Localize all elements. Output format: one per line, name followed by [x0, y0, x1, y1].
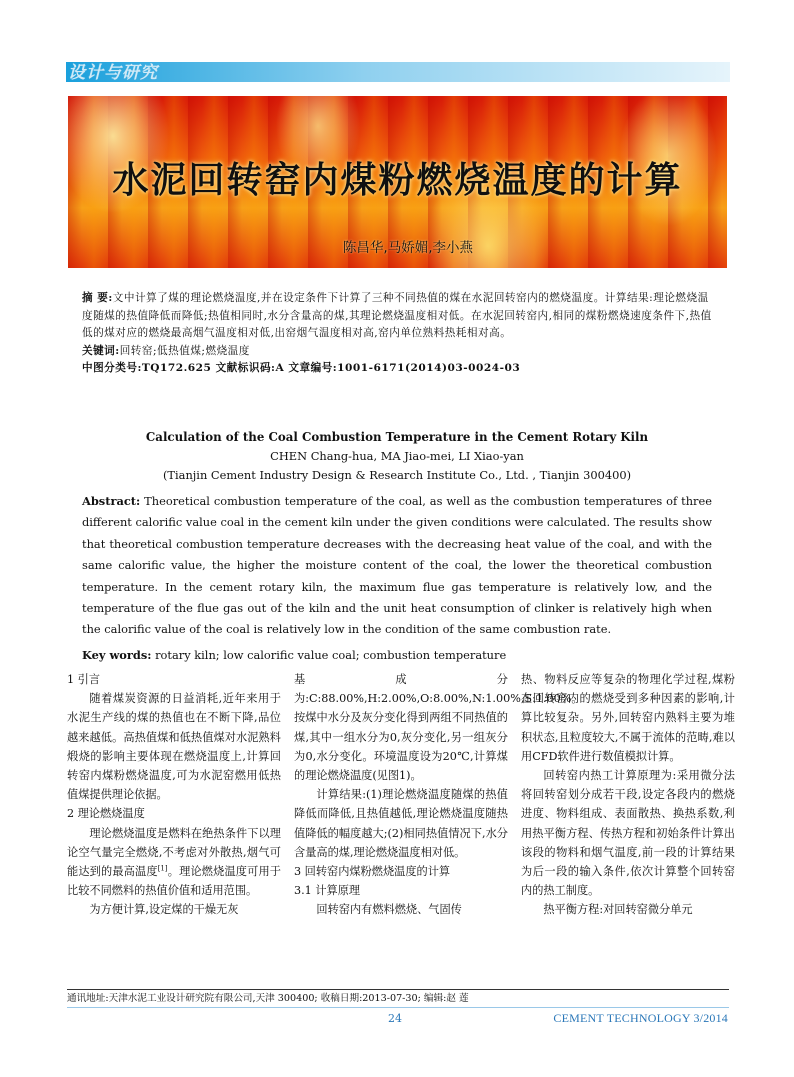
section-header-bar [66, 62, 730, 82]
chinese-abstract [82, 290, 718, 378]
cn-abstract-text: 文中计算了煤的理论燃烧温度,并在设定条件下计算了三种不同热值的煤在水泥回转窑内的燃烧温度。计算结果:理论燃烧温度随煤的热值降低而降低;热值相同时,水分含量高的煤,其理论燃烧温度相对低。在水泥回转窑内,相同的煤粉燃烧速度条件下,热值低的煤对应的燃烧最高烟气温度相对低,出窑烟气温度相对高,窑内单位熟料热耗相对高。 [82, 292, 712, 339]
cn-keywords: 回转窑;低热值煤;燃烧温度 [119, 344, 250, 357]
cn-abstract-label: 摘 要: [82, 292, 113, 304]
section-label: 设计与研究 [68, 63, 158, 83]
footer-divider [67, 1007, 729, 1008]
heading-calculation-principle: 3.1 计算原理 [294, 884, 361, 898]
cn-keywords-label: 关键词: [82, 344, 120, 357]
en-authors: CHEN Chang-hua, MA Jiao-mei, LI Xiao-yan [270, 449, 524, 463]
paragraph: 随着煤炭资源的日益消耗,近年来用于水泥生产线的煤的热值也在不断下降,品位越来越低。高热值煤和低热值煤对水泥熟料煅烧的影响主要体现在燃烧温度上,计算回转窑内煤粉燃烧温度,可为水泥窑燃用低热值煤提供理论依据。 [67, 692, 281, 802]
article-authors: 陈昌华,马娇媚,李小燕 [342, 240, 473, 256]
paragraph-text: 理论燃烧温度是燃料在绝热条件下以理论空气量完全燃烧,不考虑对外散热,烟气可能达到的最高温度 [67, 826, 281, 879]
reference-marker[interactable]: [1] [157, 864, 168, 873]
footnote-divider [67, 989, 729, 990]
paragraph: 回转窑内热工计算原理为:采用微分法将回转窑划分成若干段,设定各段内的燃烧进度、物料组成、表面散热、换热系数,利用热平衡方程、传热方程和初始条件计算出该段的物料和烟气温度,前一段的计算结果为后一段的输入条件,依次计算整个回转窑内的热工制度。 [521, 769, 735, 898]
heading-theoretical-temperature: 2 理论燃烧温度 [67, 807, 145, 821]
title-banner [68, 96, 727, 268]
paragraph: 热、物料反应等复杂的物理化学过程,煤粉在回转窑内的燃烧受到多种因素的影响,计算比较复杂。另外,回转窑内熟料主要为堆积状态,且粒度较大,不属于流体的范畴,难以用CFD软件进行数值模拟计算。 [521, 673, 735, 763]
heading-kiln-calculation: 3 回转窑内煤粉燃烧温度的计算 [294, 865, 451, 879]
heading-introduction: 1 引言 [67, 673, 101, 686]
en-title: Calculation of the Coal Combustion Temperature in the Cement Rotary Kiln [145, 430, 649, 444]
en-abstract-text: Theoretical combustion temperature of the coal, as well as the combustion temperatures of three different calorific value coal in the cement kiln under the given conditions were calculated. The results show that theoretical combustion temperature decreases with the decreasing heat value of the coal, and with the same calorific value, the higher the moisture content of the coal, the lower the theoretical combustion temperature. In the cement rotary kiln, the maximum flue gas temperature is relatively low, and the temperature of the flue gas out of the kiln and the unit heat consumption of clinker is relatively high when the calorific value of the coal is relatively low in the condition of the same combustion rate. [82, 494, 712, 637]
cn-classification: 中图分类号:TQ172.625 文献标识码:A 文章编号:1001-6171(2014)03-0024-03 [82, 362, 521, 374]
journal-name: CEMENT TECHNOLOGY 3/2014 [553, 1011, 728, 1025]
english-abstract-block [82, 428, 712, 665]
paragraph [67, 824, 281, 901]
paragraph: 热平衡方程:对回转窑微分单元 [543, 903, 693, 917]
body-column-1 [67, 670, 281, 920]
en-affiliation: (Tianjin Cement Industry Design & Research Institute Co., Ltd. , Tianjin 300400) [162, 468, 632, 482]
en-keywords-label: Key words: [82, 647, 152, 662]
paragraph: 基成分为:C:88.00%,H:2.00%,O:8.00%,N:1.00%,S:1.00%。按煤中水分及灰分变化得到两组不同热值的煤,其中一组水分为0,灰分变化,另一组灰分为0,水分变化。环境温度设为20℃,计算煤的理论燃烧温度(见图1)。 [294, 673, 583, 783]
en-abstract-label: Abstract: [82, 494, 141, 508]
footnote: 通讯地址:天津水泥工业设计研究院有限公司,天津 300400; 收稿日期:2013-07-30; 编辑:赵 莲 [67, 993, 469, 1004]
paragraph: 为方便计算,设定煤的干燥无灰 [89, 903, 239, 917]
body-column-3 [521, 670, 735, 920]
page-number: 24 [388, 1012, 402, 1025]
article-title: 水泥回转窑内煤粉燃烧温度的计算 [112, 160, 683, 201]
en-keywords: rotary kiln; low calorific value coal; combustion temperature [155, 647, 507, 662]
paragraph: 计算结果:(1)理论燃烧温度随煤的热值降低而降低,且热值越低,理论燃烧温度随热值降低的幅度越大;(2)相同热值情况下,水分含量高的煤,理论燃烧温度相对低。 [294, 788, 508, 859]
paragraph-text: 。理论燃烧温度可用于比较不同燃料的热值价值和适用范围。 [67, 865, 281, 898]
body-column-2 [294, 670, 583, 920]
paragraph: 回转窑内有燃料燃烧、气固传 [316, 903, 462, 917]
